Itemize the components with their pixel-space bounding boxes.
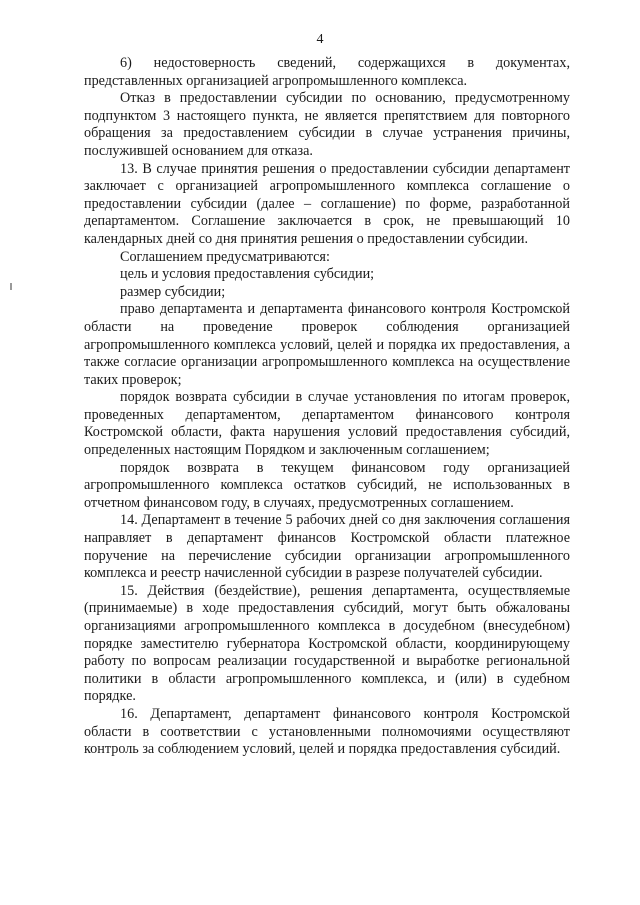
paragraph-inspection-right: право департамента и департамента финансового контроля Костромской области на проведение проверок соблюдения организацией агропромышленного комплекса условий, целей и порядка их предоставления, а также согласие организации агропромышленного комплекса на осуществление таких проверок; <box>84 301 570 388</box>
paragraph-return-violation: порядок возврата субсидии в случае установления по итогам проверок, проведенных департаментом, департаментом финансового контроля Костромской области, факта нарушения условий предоставления субсидий, определенных настоящим Порядком и заключенным соглашением; <box>84 389 570 459</box>
document-body <box>84 55 570 759</box>
paragraph-goal-conditions: цель и условия предоставления субсидии; <box>120 266 375 283</box>
paragraph-subsidy-amount: размер субсидии; <box>120 283 226 300</box>
paragraph-refusal-note: Отказ в предоставлении субсидии по основанию, предусмотренному подпунктом 3 настоящего пункта, не является препятствием для повторного обращения за предоставлением субсидии в случае устранения причины, послужившей основанием для отказа. <box>84 90 570 159</box>
paragraph-section-13: 13. В случае принятия решения о предоставлении субсидии департамент заключает с организацией агропромышленного комплекса соглашение о предоставлении субсидии (далее – соглашение) по форме, разработанной департаментом. Соглашение заключается в срок, не превышающий 10 календарных дней со дня принятия решения о предоставлении субсидии. <box>84 160 570 247</box>
paragraph-item-6: 6) недостоверность сведений, содержащихся в документах, представленных организацией агропромышленного комплекса. <box>84 55 570 89</box>
page-number: 4 <box>316 32 324 47</box>
paragraph-section-15: 15. Действия (бездействие), решения департамента, осуществляемые (принимаемые) в ходе предоставления субсидий, могут быть обжалованы организациями агропромышленного комплекса в досудебном (внесудебном) порядке заместителю губернатора Костромской области, координирующему работу по вопросам реализации государственной и выработке региональной политики в области агропромышленного комплекса, и (или) в судебном порядке. <box>84 582 570 705</box>
paragraph-return-remainder: порядок возврата в текущем финансовом году организацией агропромышленного комплекса остатков субсидий, не использованных в отчетном финансовом году, в случаях, предусмотренных соглашением. <box>84 459 570 511</box>
paragraph-agreement-provides: Соглашением предусматриваются: <box>120 248 330 265</box>
paragraph-section-14: 14. Департамент в течение 5 рабочих дней со дня заключения соглашения направляет в департамент финансов Костромской области платежное поручение на перечисление субсидии организации агропромышленного комплекса и реестр начисленной субсидии в разрезе получателей субсидии. <box>84 512 570 582</box>
paragraph-section-16: 16. Департамент, департамент финансового контроля Костромской области в соответствии с установленными полномочиями осуществляют контроль за соблюдением условий, целей и порядка предоставления субсидий. <box>84 705 570 758</box>
margin-mark <box>10 283 12 290</box>
